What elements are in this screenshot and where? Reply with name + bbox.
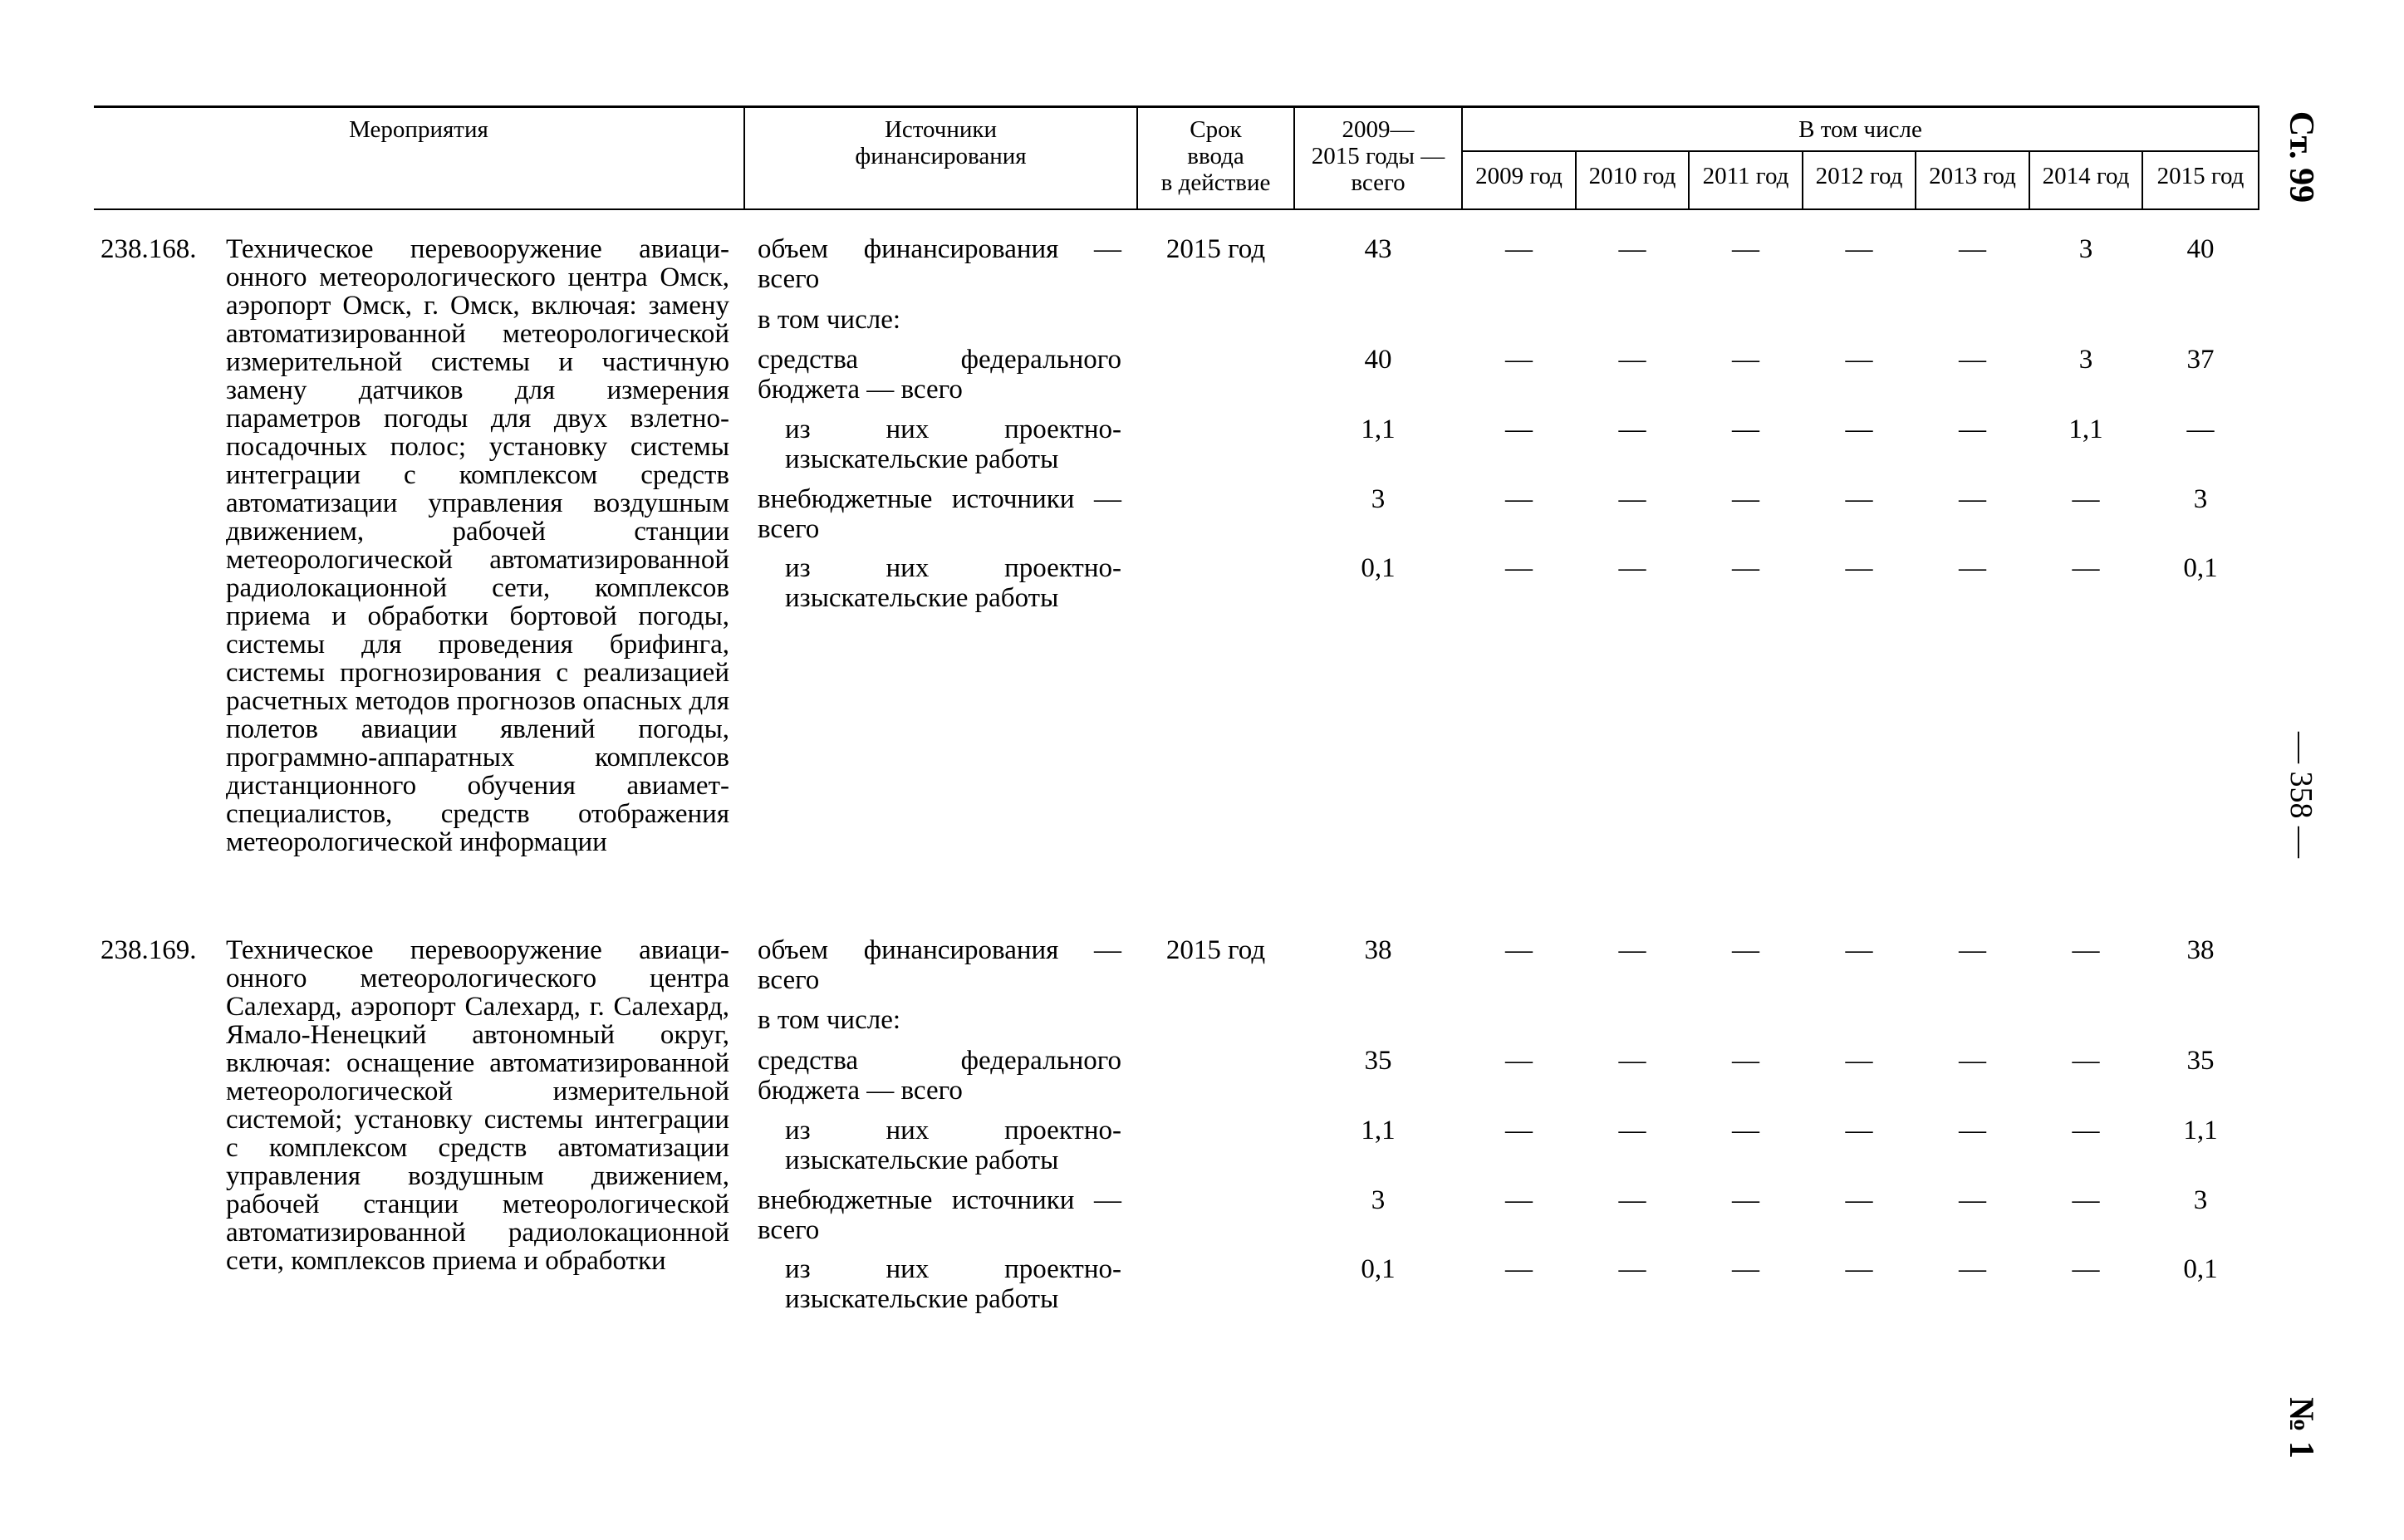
header-year-2013: 2013 год: [1929, 163, 2016, 189]
year-value: —: [1618, 234, 1646, 264]
source-line: внебюджетные источники — всего: [758, 484, 1121, 544]
year-value: —: [1505, 553, 1533, 583]
year-value: 40: [2186, 234, 2215, 264]
year-value: —: [1618, 1185, 1646, 1215]
year-value: —: [1959, 935, 1986, 965]
year-value: 3: [2078, 234, 2093, 264]
header-year-2012: 2012 год: [1815, 163, 1903, 189]
year-value: —: [1618, 345, 1646, 375]
source-line: внебюджетные источники — всего: [758, 1185, 1121, 1245]
year-value: —: [1845, 1116, 1873, 1145]
year-value: —: [1845, 484, 1873, 514]
total-value: 35: [1364, 1046, 1392, 1076]
year-value: 38: [2186, 935, 2215, 965]
year-value: —: [1732, 1116, 1759, 1145]
header-year-2011: 2011 год: [1702, 163, 1789, 189]
source-line: из них проектно-изыскательские работы: [785, 1254, 1121, 1314]
year-value: —: [1959, 1185, 1986, 1215]
year-value: —: [1618, 414, 1646, 444]
source-line: средства федерального бюджета — всего: [758, 1046, 1121, 1106]
year-value: 3: [2193, 484, 2208, 514]
year-value: —: [1845, 1254, 1873, 1284]
page-label: Ст. 99: [2282, 110, 2320, 204]
source-line: объем финансирования — всего: [758, 935, 1121, 995]
source-line: объем финансирования — всего: [758, 234, 1121, 294]
year-value: —: [1505, 484, 1533, 514]
total-value: 3: [1371, 484, 1386, 514]
row-description: Техническое перевооружение авиаци-онного метеорологического центра Салехард, аэропорт Салехард, г. Салехард, Ямало-Ненецкий автономный округ, включая: оснащение автоматизированной метеорологической измерительной системой; установку системы интеграции с комплексом средств автоматизации управления воздушным движением, рабочей станции метеорологической автоматизированной радиолокационной сети, комплексов приема и обработки: [226, 935, 729, 1276]
total-value: 1,1: [1361, 1116, 1396, 1145]
year-value: —: [1959, 1116, 1986, 1145]
row-deadline: 2015 год: [1165, 935, 1266, 965]
row-number: 238.168.: [101, 234, 197, 264]
year-value: —: [1959, 553, 1986, 583]
header-year-2009: 2009 год: [1475, 163, 1563, 189]
header-top-rule: [94, 105, 2259, 108]
row-description: Техническое перевооружение авиаци-онного метеорологического центра Омск, аэропорт Омск, г. Омск, включая: замену автоматизированной метеорологической измерительной системы и частичную замену датчиков для измерения параметров погоды для двух взлетно-посадочных полос; установку системы интеграции с комплексом средств автоматизации управления воздушным движением, рабочей станции метеорологической автоматизированной радиолокационной сети, комплексов приема и обработки бортовой погоды, системы для проведения брифинга, системы прогнозирования с реализацией расчетных методов прогнозов опасных для полетов авиации явлений погоды, программно-аппаратных комплексов дистанционного обучения авиамет-специалистов, средств отображения метеорологической информации: [226, 234, 729, 857]
year-value: —: [1732, 1046, 1759, 1076]
source-line: в том числе:: [758, 1005, 901, 1035]
including-sub-rule: [1463, 150, 2259, 152]
year-value: —: [1732, 345, 1759, 375]
year-value: —: [1505, 1116, 1533, 1145]
year-value: —: [1618, 1116, 1646, 1145]
col-sep: [2258, 105, 2259, 210]
year-value: 35: [2186, 1046, 2215, 1076]
row-number: 238.169.: [101, 935, 197, 965]
year-value: —: [2072, 1116, 2100, 1145]
total-value: 0,1: [1361, 553, 1396, 583]
year-value: —: [1845, 414, 1873, 444]
year-value: —: [2072, 1046, 2100, 1076]
issue-number: № 1: [2282, 1397, 2320, 1459]
year-value: —: [1732, 553, 1759, 583]
year-value: 1,1: [2183, 1116, 2218, 1145]
year-value: —: [1732, 484, 1759, 514]
total-value: 0,1: [1361, 1254, 1396, 1284]
year-value: —: [2072, 553, 2100, 583]
year-value: —: [1618, 484, 1646, 514]
year-value: —: [1845, 1046, 1873, 1076]
year-value: —: [2072, 935, 2100, 965]
year-value: —: [1845, 345, 1873, 375]
header-year-2010: 2010 год: [1588, 163, 1676, 189]
year-value: —: [2072, 1185, 2100, 1215]
year-value: —: [2072, 484, 2100, 514]
header-total: 2009— 2015 годы — всего: [1311, 116, 1445, 196]
header-deadline: Срок ввода в действие: [1160, 116, 1271, 196]
source-line: из них проектно-изыскательские работы: [785, 553, 1121, 613]
year-value: —: [1959, 1046, 1986, 1076]
header-bottom-rule: [94, 208, 2259, 210]
year-value: 0,1: [2183, 1254, 2218, 1284]
year-value: —: [1505, 234, 1533, 264]
year-value: —: [1505, 345, 1533, 375]
year-value: —: [1505, 1185, 1533, 1215]
year-value: —: [1959, 234, 1986, 264]
source-line: из них проектно-изыскательские работы: [785, 1116, 1121, 1175]
header-year-2015: 2015 год: [2156, 163, 2245, 189]
year-value: —: [2072, 1254, 2100, 1284]
total-value: 3: [1371, 1185, 1386, 1215]
source-line: в том числе:: [758, 305, 901, 335]
year-value: —: [2186, 414, 2215, 444]
header-year-2014: 2014 год: [2042, 163, 2130, 189]
year-value: —: [1959, 1254, 1986, 1284]
year-value: —: [1959, 414, 1986, 444]
year-value: —: [1618, 553, 1646, 583]
total-value: 1,1: [1361, 414, 1396, 444]
year-value: 0,1: [2183, 553, 2218, 583]
year-value: 37: [2186, 345, 2215, 375]
year-value: 3: [2078, 345, 2093, 375]
page-number: — 358 —: [2284, 732, 2318, 858]
year-value: —: [1845, 1185, 1873, 1215]
year-value: —: [1959, 345, 1986, 375]
year-value: —: [1845, 234, 1873, 264]
source-line: средства федерального бюджета — всего: [758, 345, 1121, 405]
source-line: из них проектно-изыскательские работы: [785, 414, 1121, 474]
year-value: —: [1505, 1254, 1533, 1284]
year-value: —: [1732, 234, 1759, 264]
year-value: —: [1959, 484, 1986, 514]
year-value: —: [1732, 414, 1759, 444]
year-value: —: [1732, 1185, 1759, 1215]
year-value: —: [1618, 935, 1646, 965]
year-value: —: [1732, 935, 1759, 965]
year-value: 1,1: [2068, 414, 2103, 444]
header-including: В том числе: [1798, 116, 1922, 143]
year-value: —: [1505, 1046, 1533, 1076]
header-sources: Источники финансирования: [855, 116, 1027, 169]
year-value: —: [1845, 935, 1873, 965]
total-value: 38: [1364, 935, 1392, 965]
year-value: —: [1618, 1254, 1646, 1284]
year-value: 3: [2193, 1185, 2208, 1215]
header-measures: Мероприятия: [349, 116, 488, 143]
year-value: —: [1845, 553, 1873, 583]
total-value: 40: [1364, 345, 1392, 375]
row-deadline: 2015 год: [1165, 234, 1266, 264]
year-value: —: [1505, 414, 1533, 444]
year-value: —: [1732, 1254, 1759, 1284]
year-value: —: [1618, 1046, 1646, 1076]
total-value: 43: [1364, 234, 1392, 264]
year-value: —: [1505, 935, 1533, 965]
